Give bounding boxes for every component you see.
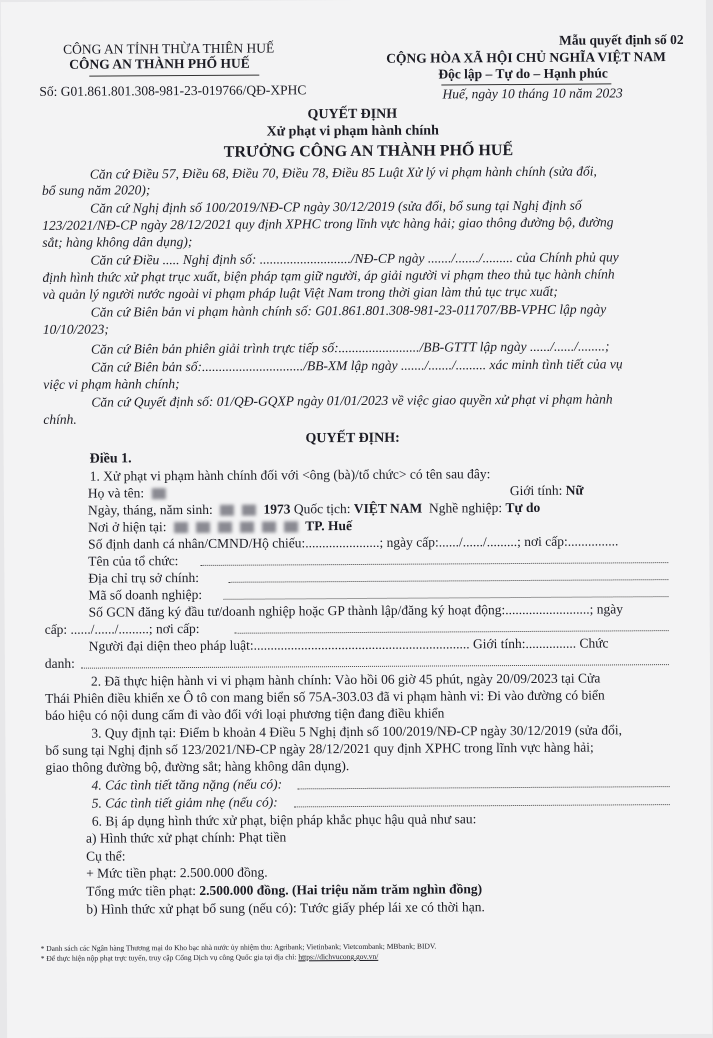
redacted-address: [284, 522, 298, 533]
specific-label: Cụ thể:: [86, 848, 126, 864]
item-1: 1. Xử phạt vi phạm hành chính đối với <ông (bà)/tổ chức> có tên sau đây:: [89, 466, 491, 484]
item-6b: b) Hình thức xử phạt bổ sung (nếu có): Tước giấy phép lái xe có thời hạn.: [86, 899, 485, 917]
doc-title: QUYẾT ĐỊNH: [307, 106, 398, 123]
item-4-text: 4. Các tình tiết tăng nặng (nếu có):: [91, 776, 283, 793]
item-3-line: 3. Quy định tại: Điểm b khoản 4 Điều 5 Nghị định số 100/2019/NĐ-CP ngày 30/12/2019 (sửa đổi,: [91, 722, 623, 741]
agency-line2: CÔNG AN THÀNH PHỐ HUẾ: [69, 55, 250, 72]
preamble-line: và quản lý người nước ngoài vi phạm pháp luật Việt Nam trong thời gian làm thủ tục trục xuất;: [42, 283, 558, 302]
org-name-label: Tên của tổ chức:: [88, 553, 179, 569]
doc-subtitle: Xử phạt vi phạm hành chính: [266, 123, 439, 140]
redacted-address: [196, 522, 210, 533]
preamble-line: Căn cứ Điều 57, Điều 68, Điều 70, Điều 78, Điều 85 Luật Xử lý vi phạm hành chính (sửa đổi,: [89, 163, 597, 182]
preamble-line: định hình thức xử phạt trục xuất, biện pháp tạm giữ người, áp giải người vi phạm theo thủ tục hành chính: [42, 266, 615, 285]
dotted-fill: [223, 596, 668, 600]
redacted-address: [240, 522, 254, 533]
document-page: [1, 0, 712, 1038]
gender-label: Giới tính:: [509, 482, 563, 499]
item-3-line: giao thông đường bộ, đường sắt; hàng không dân dụng).: [45, 758, 350, 775]
address-row: [88, 518, 352, 536]
preamble-line: việc vi phạm hành chính;: [43, 376, 180, 392]
agency-line1: CÔNG AN TỈNH THỪA THIÊN HUẾ: [63, 40, 275, 57]
name-row: [88, 485, 170, 501]
preamble-line: chính.: [43, 411, 77, 427]
total-row: [86, 881, 482, 899]
preamble-line: bổ sung năm 2020);: [41, 182, 151, 198]
article-heading: Điều 1.: [89, 451, 132, 467]
item-6a: a) Hình thức xử phạt chính: Phạt tiền: [85, 829, 287, 846]
item-2-line: báo hiệu có nội dung cấm đi vào đối với loại phương tiện đang điều khiển: [45, 705, 445, 723]
dichvucong-link[interactable]: https://dichvucong.gov.vn/: [298, 951, 379, 962]
address-city: TP. Huế: [305, 518, 352, 534]
nation-name: CỘNG HÒA XÃ HỘI CHỦ NGHĨA VIỆT NAM: [386, 49, 666, 66]
footnote-online: [41, 952, 379, 963]
decision-number: Số: G01.861.801.308-981-23-019766/QĐ-XPHC: [39, 82, 307, 99]
preamble-line: Căn cứ Điều ..... Nghị định số: .........................../NĐ-CP ngày ......./......./......... của Chính phủ quy: [90, 249, 619, 268]
gcn-row-2-text: cấp: ....../....../.........; nơi cấp:: [44, 620, 200, 637]
org-address-label: Địa chỉ trụ sở chính:: [88, 569, 200, 586]
agency-underline: [89, 75, 259, 77]
nationality-label: Quốc tịch:: [293, 501, 351, 517]
total-label: Tổng mức tiền phạt:: [86, 882, 196, 899]
dotted-fill: [228, 579, 668, 583]
dotted-fill: [200, 562, 668, 566]
job-value: Tự do: [505, 499, 541, 516]
redacted-address: [218, 522, 232, 533]
address-label: Nơi ở hiện tại:: [88, 519, 167, 535]
redacted-name: [151, 489, 165, 500]
item-5-text: 5. Các tình tiết giảm nhẹ (nếu có):: [91, 794, 278, 811]
decision-heading: QUYẾT ĐỊNH:: [305, 430, 400, 447]
rep-row-2: [45, 652, 669, 672]
footnote-banks: * Danh sách các Ngân hàng Thương mại do Kho bạc nhà nước ủy nhiệm thu: Agribank; Vietinbank; Vietcombank; MBbank; BIDV.: [40, 941, 437, 953]
nationality-value: VIỆT NAM: [353, 500, 423, 517]
name-label: Họ và tên:: [87, 485, 145, 501]
job-label: Nghề nghiệp:: [428, 500, 503, 516]
preamble-line: Căn cứ Nghị định số 100/2019/NĐ-CP ngày 30/12/2019 (sửa đổi, bổ sung tại Nghị định số: [90, 197, 582, 216]
dotted-fill: [235, 630, 669, 634]
dob-year: 1973: [263, 501, 291, 517]
redacted-dob: [242, 505, 256, 516]
gcn-row: Số GCN đăng ký đầu tư/doanh nghiệp hoặc GP thành lập/đăng ký hoạt động:.........................; ngày: [88, 601, 623, 620]
item-3-line: bổ sung tại Nghị định số 123/2021/NĐ-CP ngày 28/12/2021 quy định XPHC trong lĩnh vực hàng hải;: [45, 739, 594, 758]
preamble-line: Căn cứ Biên bản phiên giải trình trực tiếp số:......................../BB-GTTT lập ngày ....../....../........;: [90, 338, 610, 357]
issuer: TRƯỞNG CÔNG AN THÀNH PHỐ HUẾ: [223, 142, 514, 161]
redacted-dob: [220, 505, 234, 516]
dotted-fill: [298, 786, 670, 789]
item-6: 6. Bị áp dụng hình thức xử phạt, biện pháp khắc phục hậu quả như sau:: [91, 811, 477, 829]
form-label: Mẫu quyết định số 02: [559, 31, 684, 48]
dob-row: [88, 500, 540, 519]
motto: Độc lập – Tự do – Hạnh phúc: [438, 65, 608, 82]
total-value: 2.500.000 đồng. (Hai triệu năm trăm nghìn đồng): [199, 881, 483, 898]
fine-item: + Mức tiền phạt: 2.500.000 đồng.: [86, 864, 268, 881]
id-row: Số định danh cá nhân/CMND/Hộ chiếu:......................; ngày cấp:....../....../.........; nơi cấp:...............: [88, 533, 619, 552]
preamble-line: sắt; hàng không dân dụng);: [42, 233, 193, 250]
preamble-line: Căn cứ Biên bản số:............................../BB-XM lập ngày ......./......./......... xác minh tình tiết của vụ: [91, 356, 623, 375]
redacted-address: [174, 522, 188, 533]
tax-code-label: Mã số doanh nghiệp:: [88, 586, 203, 603]
preamble-line: 123/2021/NĐ-CP ngày 28/12/2021 quy định XPHC trong lĩnh vực hàng hải; giao thông đường bộ, đường: [42, 214, 614, 233]
preamble-line: Căn cứ Quyết định số: 01/QĐ-GQXP ngày 01/01/2023 về việc giao quyền xử phạt vi phạm hành: [91, 391, 613, 410]
rep-row-2-text: danh:: [44, 655, 75, 671]
gender-row: [510, 483, 584, 499]
rep-row: Người đại diện theo pháp luật:................................................................ Giới tính:............... Chức: [88, 635, 609, 654]
preamble-line: 10/10/2023;: [42, 321, 109, 337]
dotted-fill: [294, 804, 670, 807]
item-5: [92, 792, 670, 812]
preamble-line: Căn cứ Biên bản vi phạm hành chính số: G01.861.801.308-981-23-011707/BB-VPHC lập ngày: [90, 301, 607, 320]
dotted-fill: [81, 664, 669, 669]
dob-label: Ngày, tháng, năm sinh:: [87, 501, 213, 518]
place-date: Huế, ngày 10 tháng 10 năm 2023: [442, 85, 623, 102]
item-4: [92, 774, 670, 794]
item-2-line: 2. Đã thực hiện hành vi vi phạm hành chính: Vào hồi 06 giờ 45 phút, ngày 20/09/2023 tại Cửa: [90, 670, 601, 689]
item-2-line: Thái Phiên điều khiển xe Ô tô con mang biển số 75A-303.03 đã vi phạm hành vi: Đi vào đường có biển: [45, 687, 605, 706]
redacted-address: [262, 522, 276, 533]
gender-value: Nữ: [565, 482, 584, 498]
footnote-online-text: * Để thực hiện nộp phạt trực tuyến, truy cập Cổng Dịch vụ công Quốc gia tại địa chỉ:: [40, 952, 297, 963]
